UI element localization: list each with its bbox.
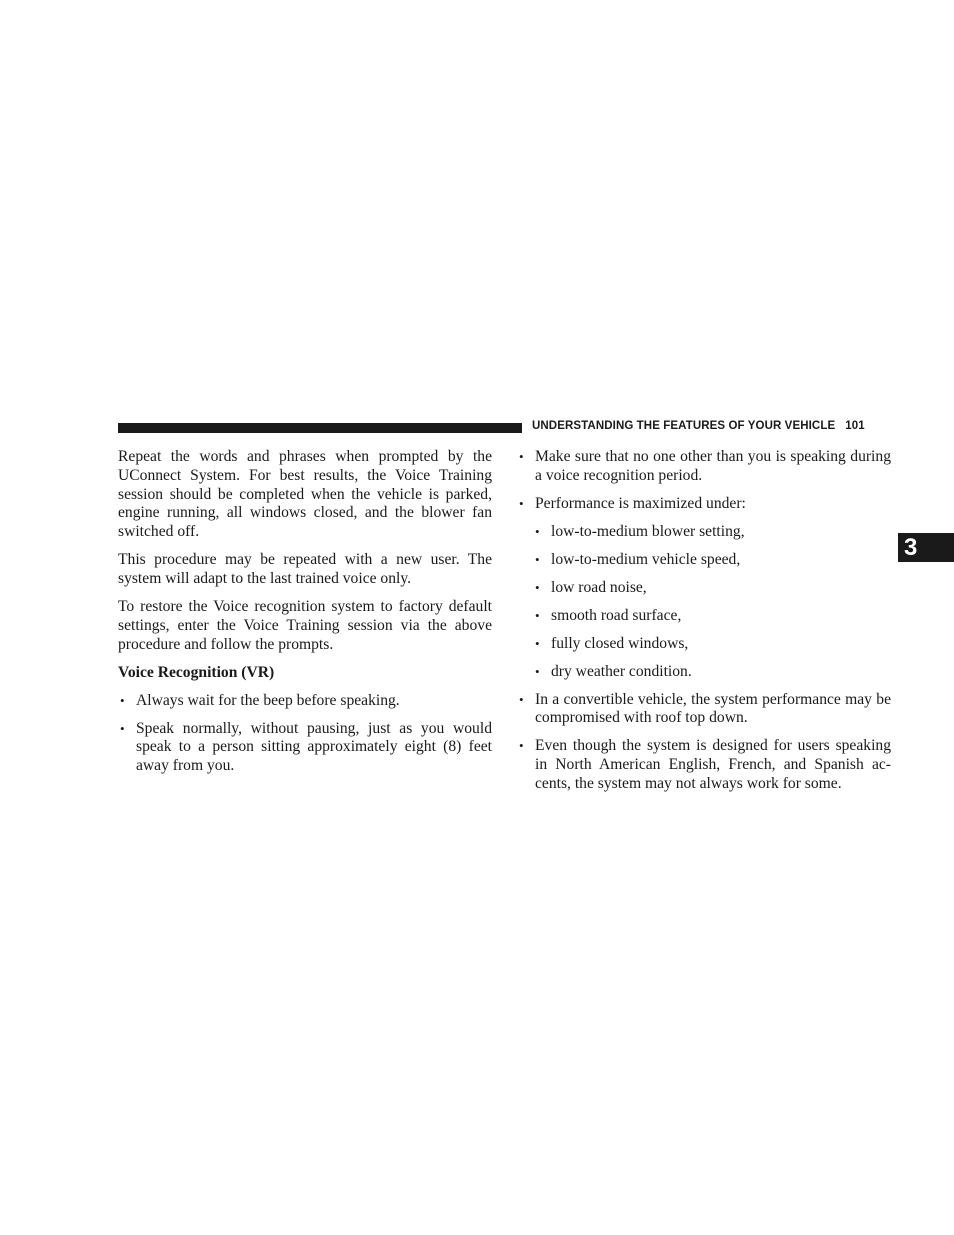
list-item-text: dry weather condition. [551,662,692,680]
page-number: 101 [845,420,865,432]
list-item-text: Even though the system is designed for users speaking in North American English, French, and Spanish ac-cents, the system may not always work for some. [535,737,891,793]
list-item-text: Performance is maximized under: [535,494,746,512]
bullet-icon: • [535,523,540,539]
list-item-text: low-to-medium blower setting, [551,522,745,540]
list-item [517,448,891,486]
bullet-icon: • [535,635,540,651]
bullet-icon: • [519,495,524,511]
paragraph: To restore the Voice recognition system to factory default settings, enter the Voice Training session via the above procedure and follow the prompts. [118,597,492,653]
chapter-tab: 3 [898,533,954,562]
bullet-list [118,692,492,776]
list-item-text: low-to-medium vehicle speed, [551,550,741,568]
list-item-text: low road noise, [551,578,647,596]
bullet-icon: • [519,691,524,707]
section-heading: Voice Recognition (VR) [118,663,275,681]
bullet-icon: • [535,579,540,595]
paragraph: This procedure may be repeated with a new user. The system will adapt to the last trained voice only. [118,551,492,587]
header-title: UNDERSTANDING THE FEATURES OF YOUR VEHICLE [532,420,836,432]
paragraph: Repeat the words and phrases when prompted by the UConnect System. For best results, the Voice Training session should be completed when the vehicle is parked, engine running, all windows closed, and the blower fan switched off. [118,448,492,541]
sub-list-item [517,663,891,682]
sub-list-item [517,635,891,654]
list-item [517,691,891,729]
list-item [517,737,891,793]
list-item [118,720,492,776]
running-header [532,420,892,432]
list-item-text: In a convertible vehicle, the system performance may be compromised with roof top down. [535,690,891,727]
bullet-icon: • [519,738,524,754]
list-item-text: Make sure that no one other than you is speaking during a voice recognition period. [535,448,891,484]
list-item-text: Always wait for the beep before speaking. [136,691,400,709]
sub-list-item [517,551,891,570]
bullet-icon: • [535,663,540,679]
bullet-icon: • [120,692,125,708]
bullet-icon: • [120,720,125,736]
sub-list-item [517,607,891,626]
bullet-icon: • [535,607,540,623]
list-item-text: smooth road surface, [551,606,682,624]
header-rule [118,423,522,433]
left-column [118,448,492,785]
bullet-list [517,448,891,794]
list-item-text: Speak normally, without pausing, just as you would speak to a person sitting approximately eight (8) feet away from you. [136,719,492,775]
right-column [517,448,891,803]
list-item-text: fully closed windows, [551,634,689,652]
bullet-icon: • [519,449,524,464]
list-item [517,495,891,514]
sub-list-item [517,579,891,598]
bullet-icon: • [535,551,540,567]
list-item [118,692,492,711]
sub-list-item [517,523,891,542]
